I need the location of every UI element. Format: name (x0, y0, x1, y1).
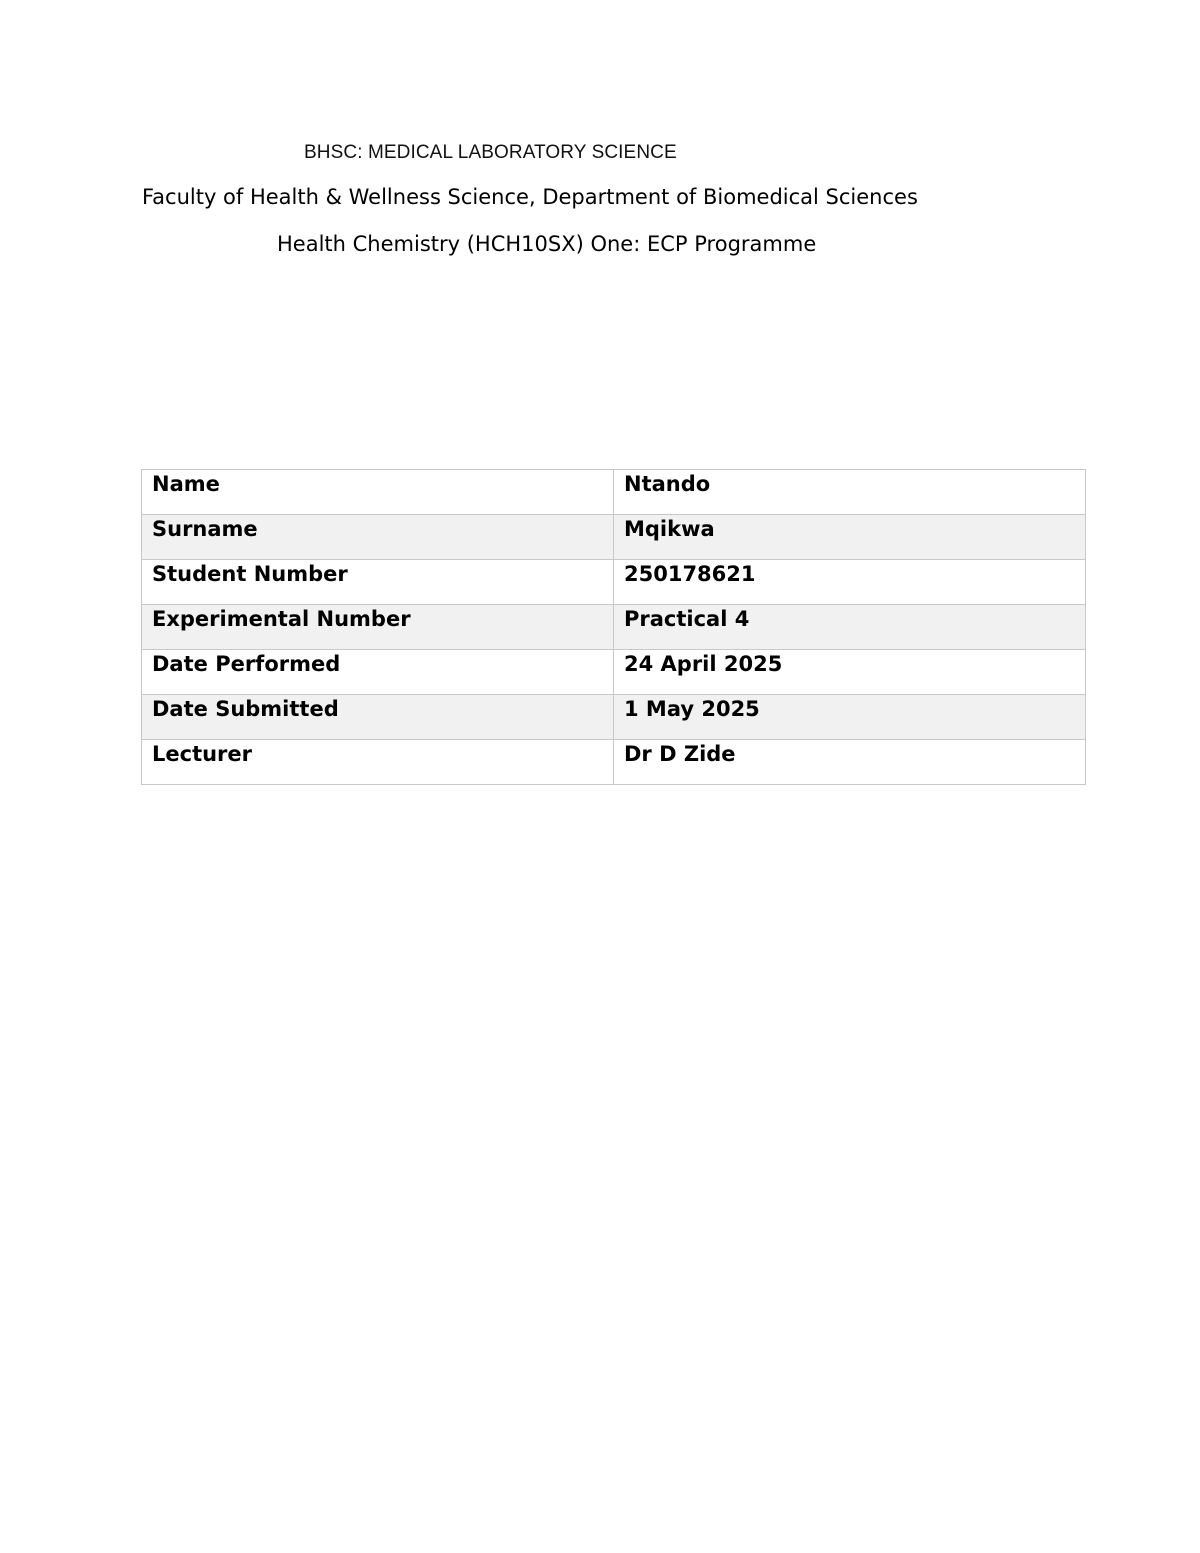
surname-value: Mqikwa (614, 515, 1086, 560)
name-value: Ntando (614, 470, 1086, 515)
date-submitted-label: Date Submitted (142, 695, 614, 740)
experimental-number-value: Practical 4 (614, 605, 1086, 650)
student-number-label: Student Number (142, 560, 614, 605)
faculty-department-line: Faculty of Health & Wellness Science, Department of Biomedical Sciences (142, 185, 918, 209)
student-number-value: 250178621 (614, 560, 1086, 605)
table-row (142, 695, 1086, 740)
lecturer-value: Dr D Zide (614, 740, 1086, 785)
table-row (142, 515, 1086, 560)
programme-title: BHSC: MEDICAL LABORATORY SCIENCE (304, 142, 677, 163)
lecturer-label: Lecturer (142, 740, 614, 785)
table-row (142, 470, 1086, 515)
table-row (142, 740, 1086, 785)
experimental-number-label: Experimental Number (142, 605, 614, 650)
date-performed-label: Date Performed (142, 650, 614, 695)
course-title: Health Chemistry (HCH10SX) One: ECP Programme (277, 232, 817, 256)
name-label: Name (142, 470, 614, 515)
surname-label: Surname (142, 515, 614, 560)
table-row (142, 560, 1086, 605)
student-details-table (141, 469, 1086, 785)
date-performed-value: 24 April 2025 (614, 650, 1086, 695)
date-submitted-value: 1 May 2025 (614, 695, 1086, 740)
table-row (142, 605, 1086, 650)
table-row (142, 650, 1086, 695)
